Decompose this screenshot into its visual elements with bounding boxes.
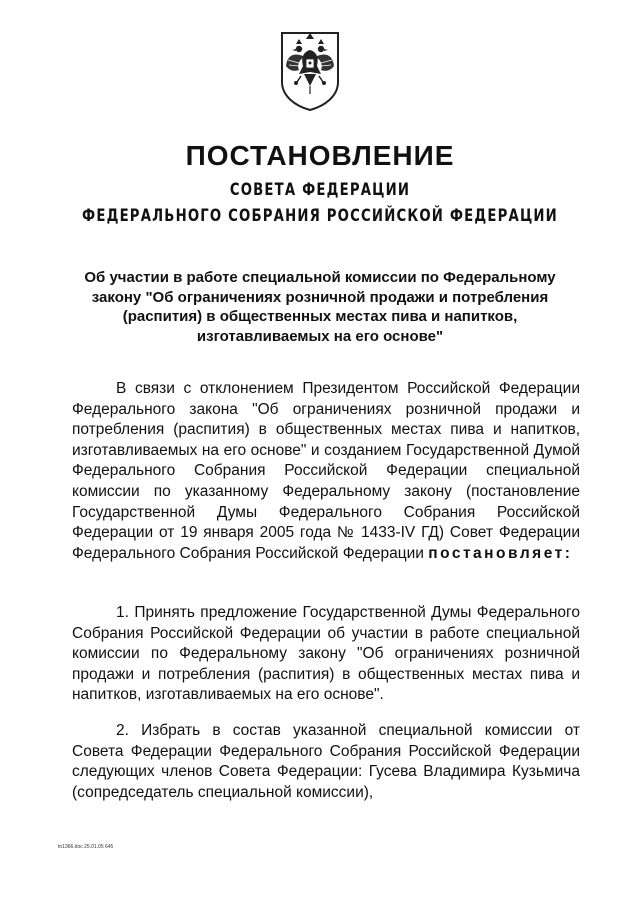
item-2-paragraph: 2. Избрать в состав указанной специальной комиссии от Совета Федерации Федерального Собрания Российской Федерации следующих членов Совета Федерации: Гусева Владимира Кузьмича (сопредседатель специальной комиссии),: [72, 722, 580, 801]
resolution-heading: Об участии в работе специальной комиссии по Федеральному закону "Об ограничениях розничной продажи и потребления (распития) в общественных местах пива и напитков, изготавливаемых на его основе": [84, 269, 556, 345]
preamble-text: В связи с отклонением Президентом Российской Федерации Федерального закона "Об ограничениях розничной продажи и потребления (распития) в общественных местах пива и напитков, изготавливаемых на его основе" и созданием Государственной Думой Федерального Собрания Российской Федерации специальной комиссии по указанному Федеральному закону (постановление Государственной Думы Федерального Собрания Российской Федерации от 19 января 2005 года № 1433-IV ГД) Совет Федерации Федерального Собрания Российской Федерации: [72, 380, 580, 562]
decree-word: постановляет:: [428, 544, 573, 562]
document-subtitle-assembly: ФЕДЕРАЛЬНОГО СОБРАНИЯ РОССИЙСКОЙ ФЕДЕРАЦИИ: [82, 206, 558, 226]
document-subtitle-council: СОВЕТА ФЕДЕРАЦИИ: [229, 180, 411, 200]
preamble-paragraph: [72, 379, 580, 564]
document-title: ПОСТАНОВЛЕНИЕ: [185, 140, 455, 171]
item-1-paragraph: 1. Принять предложение Государственной Думы Федерального Собрания Российской Федерации об участии в работе специальной комиссии по Федеральному закону "Об ограничениях розничной продажи и потребления (распития) в общественных местах пива и напитков, изготавливаемых на его основе".: [72, 604, 580, 704]
coat-of-arms-icon: [279, 30, 341, 112]
file-footer: tn1366.doc 25.01.05 645: [58, 844, 114, 850]
